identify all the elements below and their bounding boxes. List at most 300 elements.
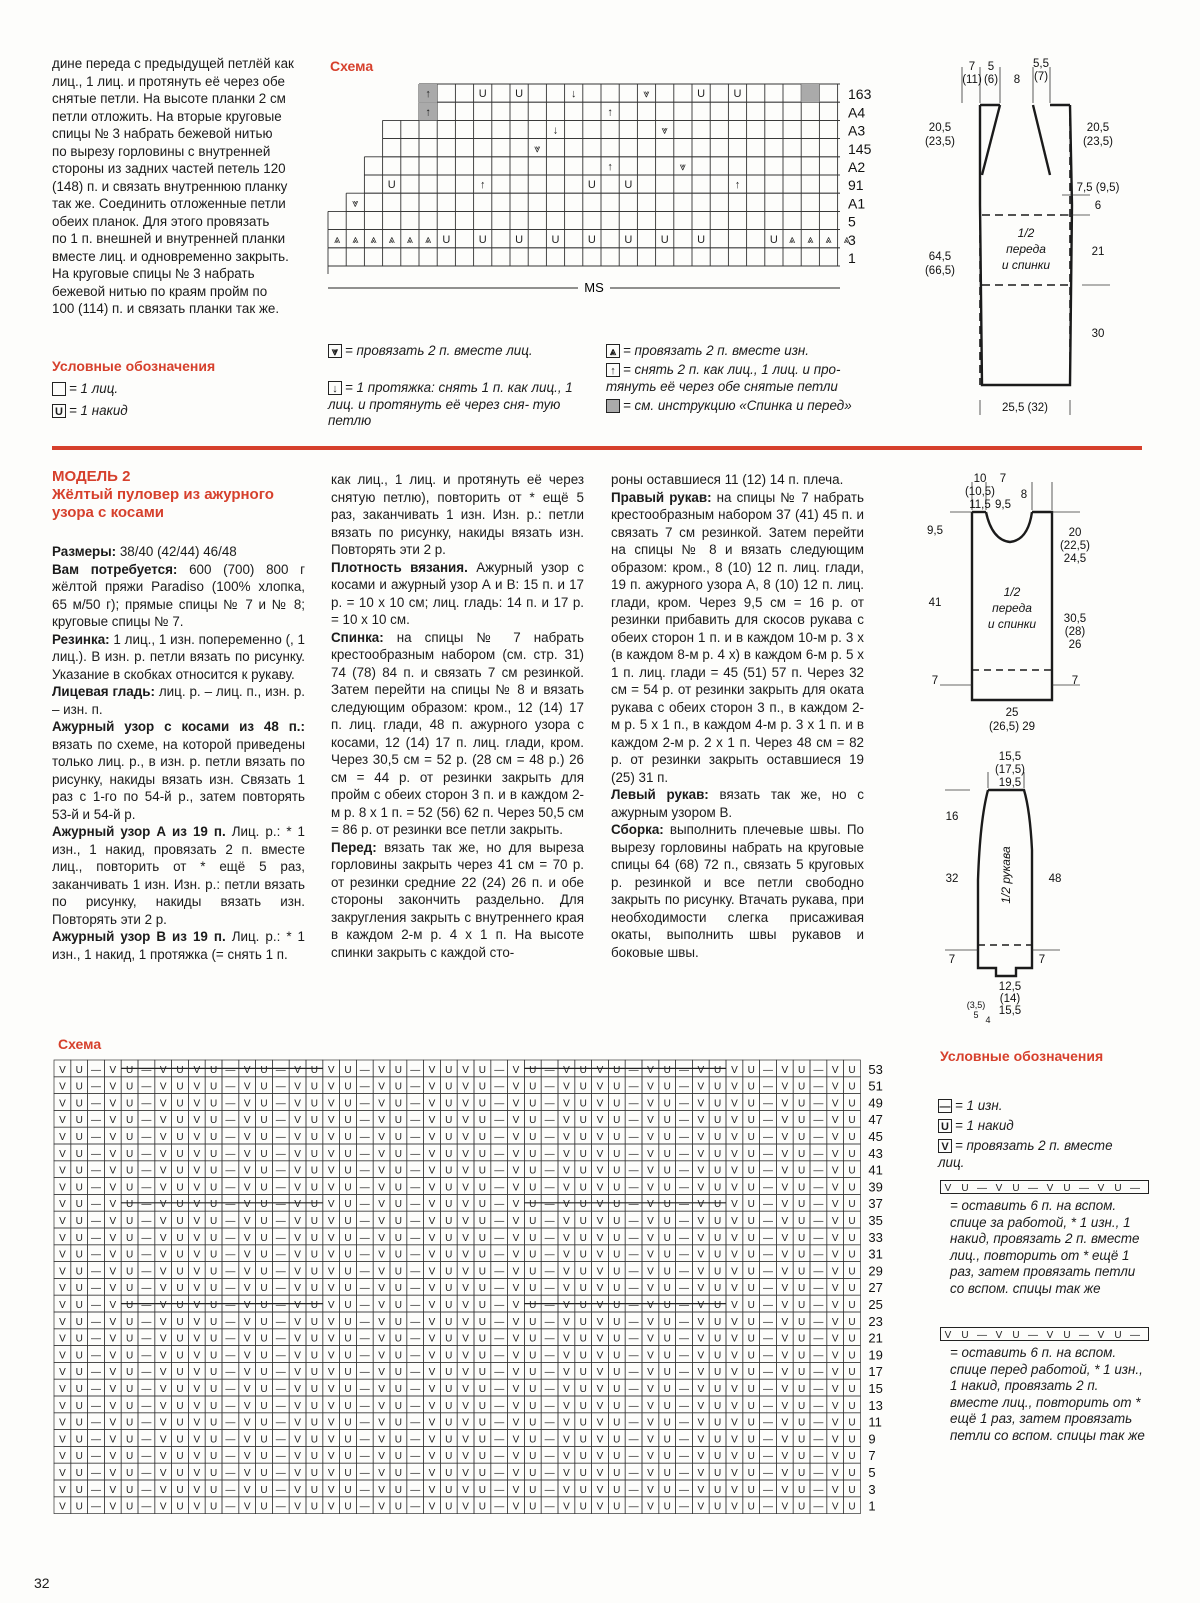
bottom-chart-symbol: V — [563, 1283, 570, 1295]
svg-text:16: 16 — [945, 811, 959, 823]
bottom-chart-symbol: U — [445, 1400, 453, 1412]
bottom-chart-symbol: — — [494, 1283, 505, 1295]
svg-text:26: 26 — [1068, 639, 1082, 651]
bottom-chart-symbol: V — [731, 1216, 738, 1227]
bottom-chart-symbol: V — [159, 1098, 167, 1110]
bottom-chart-symbol: — — [544, 1350, 555, 1362]
bottom-chart-symbol: V — [59, 1451, 66, 1463]
bottom-chart-symbol: V — [563, 1132, 570, 1143]
bottom-chart-symbol: V — [647, 1165, 654, 1177]
svg-text:7: 7 — [968, 61, 976, 73]
bottom-chart-symbol: — — [359, 1165, 370, 1177]
bottom-chart-symbol: U — [797, 1216, 806, 1227]
bottom-chart-symbol: — — [359, 1501, 370, 1513]
bottom-chart-symbol: — — [813, 1468, 824, 1479]
bottom-chart-symbol: U — [663, 1266, 671, 1278]
bottom-chart-symbol: U — [713, 1434, 722, 1446]
bottom-chart-symbol: U — [613, 1367, 621, 1379]
bottom-chart-symbol: V — [647, 1064, 654, 1076]
bottom-chart-symbol: V — [731, 1232, 738, 1244]
bottom-chart-symbol: U — [579, 1316, 587, 1328]
bottom-chart-symbol: — — [494, 1384, 505, 1395]
bottom-chart-row — [54, 1211, 860, 1228]
bottom-chart-symbol: U — [344, 1417, 352, 1429]
bottom-chart-symbol: — — [544, 1266, 555, 1278]
bottom-chart-symbol: — — [494, 1266, 505, 1278]
bottom-chart-symbol: U — [579, 1434, 587, 1446]
bottom-chart-symbol: U — [529, 1182, 537, 1194]
bottom-chart-symbol: V — [59, 1501, 66, 1513]
bottom-chart-symbol: V — [428, 1064, 436, 1076]
bottom-chart-symbol: V — [781, 1417, 789, 1429]
bottom-chart-symbol: U — [848, 1434, 856, 1446]
bottom-chart-symbol: — — [410, 1417, 421, 1429]
bottom-chart-symbol: — — [410, 1098, 421, 1110]
bottom-chart-symbol: U — [125, 1266, 134, 1278]
svg-text:—: — — [1079, 1330, 1089, 1341]
top-chart-symbol: ↓ — [570, 88, 577, 101]
bottom-chart-symbol: U — [310, 1216, 319, 1227]
bottom-chart-symbol: — — [628, 1316, 639, 1328]
bottom-chart-symbol: V — [781, 1064, 789, 1076]
top-chart-symbol: U — [478, 88, 487, 101]
bottom-chart-symbol: V — [462, 1451, 469, 1463]
bottom-chart-symbol: V — [831, 1115, 839, 1127]
bottom-chart-symbol: V — [563, 1098, 570, 1110]
bottom-chart-symbol: U — [613, 1081, 621, 1093]
top-chart-symbol: ⩓ — [333, 233, 341, 246]
bottom-chart-symbol: V — [159, 1148, 167, 1160]
bottom-chart-symbol: V — [563, 1468, 570, 1479]
bottom-chart-symbol: V — [462, 1468, 469, 1479]
bottom-chart-symbol: V — [159, 1451, 167, 1463]
bottom-chart-symbol: — — [225, 1132, 236, 1143]
paragraph-text: вязать по схеме, на которой приведены только лиц. р., в изн. р. петли вязать по рисунку, накиды вязать изн. Связать 1 раз с 1-го по 54-й р., затем повторять 53-й и 54-й р. — [52, 736, 305, 822]
bottom-chart-symbol: U — [579, 1266, 587, 1278]
bottom-chart-row — [54, 1362, 860, 1379]
bottom-chart-symbol: U — [579, 1501, 587, 1513]
bottom-chart-symbol: V — [781, 1081, 789, 1093]
bottom-chart-symbol: U — [529, 1484, 537, 1496]
bottom-chart-symbol: V — [378, 1384, 385, 1395]
svg-text:U: U — [1063, 1330, 1071, 1341]
bottom-chart-symbol: U — [209, 1165, 218, 1177]
bottom-chart-symbol: V — [159, 1316, 167, 1328]
bottom-chart-symbol: U — [75, 1350, 83, 1362]
bottom-chart-symbol: V — [697, 1064, 705, 1076]
bottom-chart-symbol: V — [159, 1216, 167, 1227]
bottom-chart-row — [54, 1329, 860, 1346]
bottom-chart-symbol: U — [713, 1501, 722, 1513]
bottom-chart-row-label: 25 — [868, 1297, 883, 1312]
bottom-chart-symbol: V — [781, 1501, 789, 1513]
bottom-chart-symbol: — — [679, 1216, 689, 1227]
bottom-chart-symbol: V — [563, 1249, 570, 1261]
bottom-chart-symbol: V — [109, 1484, 117, 1496]
bottom-chart-symbol: U — [445, 1367, 453, 1379]
bottom-chart-symbol: — — [275, 1148, 286, 1160]
bottom-chart-symbol: — — [628, 1266, 639, 1278]
bottom-chart-symbol: — — [141, 1451, 152, 1463]
top-chart-row — [364, 175, 840, 193]
bottom-chart-symbol: V — [109, 1434, 117, 1446]
bottom-chart-symbol: U — [613, 1283, 621, 1295]
bottom-chart-symbol: V — [159, 1199, 167, 1211]
bottom-chart-symbol: U — [310, 1484, 319, 1496]
bottom-chart-symbol: U — [848, 1468, 856, 1479]
bottom-chart-symbol: V — [243, 1451, 251, 1463]
bottom-chart-symbol: V — [563, 1434, 570, 1446]
svg-text:5: 5 — [987, 61, 995, 73]
bottom-chart-symbol: V — [428, 1283, 436, 1295]
bottom-chart-symbol: U — [747, 1300, 755, 1311]
bottom-chart-symbol: V — [647, 1400, 654, 1412]
bottom-chart-symbol: V — [697, 1283, 705, 1295]
bottom-chart-symbol: V — [428, 1249, 436, 1261]
bottom-chart-symbol: U — [478, 1148, 487, 1160]
bottom-chart-symbol: — — [275, 1081, 286, 1093]
sleeve-center-label: 1/2 рукава — [999, 846, 1013, 904]
bottom-chart-symbol: V — [462, 1434, 469, 1446]
bottom-chart-symbol: — — [763, 1333, 773, 1345]
bottom-chart-symbol: — — [410, 1316, 421, 1328]
bottom-chart-symbol: U — [663, 1501, 671, 1513]
bottom-chart-symbol: V — [781, 1468, 789, 1479]
bottom-chart-symbol: U — [125, 1484, 134, 1496]
paragraph — [611, 821, 864, 961]
bottom-chart-symbol: U — [125, 1165, 134, 1177]
bottom-chart-row — [54, 1480, 860, 1497]
bottom-chart-symbol: V — [781, 1182, 789, 1194]
bottom-chart-symbol: U — [579, 1064, 587, 1076]
bottom-chart-symbol: U — [478, 1434, 487, 1446]
bottom-chart-symbol: V — [731, 1148, 738, 1160]
bottom-chart-symbol: V — [831, 1468, 839, 1479]
bottom-chart-symbol: — — [410, 1300, 421, 1311]
bottom-chart-symbol: U — [478, 1165, 487, 1177]
bottom-chart-symbol: V — [512, 1182, 520, 1194]
bottom-chart-symbol: — — [813, 1132, 824, 1143]
top-left-text — [52, 55, 302, 318]
bottom-chart-symbol: V — [697, 1484, 705, 1496]
bottom-chart-symbol: — — [359, 1232, 370, 1244]
svg-text:U: U — [1114, 1183, 1122, 1194]
bottom-chart-symbol: — — [410, 1182, 421, 1194]
bottom-chart-symbol: V — [647, 1434, 654, 1446]
bottom-chart-symbol: U — [75, 1400, 83, 1412]
bottom-chart-symbol: V — [781, 1165, 789, 1177]
bottom-chart-symbol: U — [848, 1081, 856, 1093]
bottom-chart-row-label: 15 — [868, 1381, 883, 1396]
bottom-chart-symbol: V — [378, 1484, 385, 1496]
bottom-chart-symbol: V — [59, 1216, 66, 1227]
paragraph-heading: Лицевая гладь: — [52, 684, 155, 699]
bottom-chart-symbol: V — [327, 1484, 335, 1496]
bottom-chart-symbol: — — [494, 1367, 505, 1379]
bottom-chart-symbol: V — [428, 1232, 436, 1244]
bottom-chart-symbol: V — [378, 1182, 385, 1194]
bottom-chart-symbol: — — [225, 1468, 236, 1479]
bottom-chart-row — [54, 1178, 860, 1195]
bottom-chart-symbol: — — [544, 1165, 555, 1177]
top-left-line: бежевой нитью по краям пройм по — [52, 283, 268, 299]
bottom-chart-symbol: V — [831, 1216, 839, 1227]
bottom-chart-symbol: V — [731, 1400, 738, 1412]
bottom-chart-symbol: V — [512, 1400, 520, 1412]
bottom-chart-symbol: V — [193, 1115, 201, 1127]
svg-text:V: V — [995, 1330, 1003, 1341]
bottom-chart-symbol: — — [813, 1115, 824, 1127]
bottom-chart-symbol: V — [193, 1232, 201, 1244]
bottom-chart-symbol: — — [141, 1148, 152, 1160]
bottom-chart-symbol: V — [109, 1468, 117, 1479]
bottom-chart-symbol: — — [359, 1132, 370, 1143]
bottom-chart-symbol: V — [731, 1132, 738, 1143]
bottom-chart-symbol: V — [193, 1132, 201, 1143]
bottom-chart-symbol: U — [176, 1316, 184, 1328]
bottom-chart-symbol: — — [141, 1283, 152, 1295]
bottom-chart-symbol: V — [193, 1098, 201, 1110]
bottom-chart-symbol: U — [344, 1350, 352, 1362]
bottom-chart-symbol: V — [831, 1266, 839, 1278]
bottom-chart-symbol: U — [344, 1384, 352, 1395]
bottom-chart-symbol: V — [512, 1468, 520, 1479]
bottom-chart-symbol: — — [91, 1115, 101, 1127]
bottom-chart-symbol: U — [310, 1081, 319, 1093]
bottom-chart-symbol: V — [462, 1216, 469, 1227]
bottom-chart-symbol: U — [260, 1081, 268, 1093]
bottom-chart-symbol: U — [176, 1165, 184, 1177]
bottom-chart-symbol: U — [75, 1451, 83, 1463]
bottom-chart-symbol: U — [176, 1199, 184, 1211]
bottom-chart-symbol: U — [797, 1182, 806, 1194]
bottom-chart-symbol: — — [494, 1064, 505, 1076]
bottom-chart-symbol: U — [344, 1300, 352, 1311]
bottom-chart-symbol: U — [125, 1132, 134, 1143]
bottom-chart-symbol: U — [310, 1249, 319, 1261]
bottom-chart-symbol: — — [813, 1081, 824, 1093]
bottom-chart-symbol: U — [209, 1132, 218, 1143]
bottom-chart-symbol: V — [378, 1216, 385, 1227]
paragraph-heading: Размеры: — [52, 544, 117, 559]
bottom-chart-symbol: — — [225, 1098, 236, 1110]
bottom-chart-symbol: — — [141, 1501, 152, 1513]
bottom-chart-symbol: U — [797, 1283, 806, 1295]
bottom-chart-symbol: U — [394, 1115, 403, 1127]
bottom-chart-symbol: V — [647, 1232, 654, 1244]
bottom-chart-symbol: V — [512, 1232, 520, 1244]
bottom-chart-symbol: — — [275, 1132, 286, 1143]
bottom-chart-symbol: — — [813, 1417, 824, 1429]
bottom-chart-symbol: U — [848, 1451, 856, 1463]
bottom-chart-symbol: V — [59, 1132, 66, 1143]
bottom-chart-symbol: U — [579, 1199, 587, 1211]
bottom-chart-symbol: — — [494, 1199, 505, 1211]
bottom-chart-symbol: V — [428, 1400, 436, 1412]
bottom-chart-symbol: U — [529, 1115, 537, 1127]
bottom-chart-symbol: U — [209, 1081, 218, 1093]
bottom-chart-symbol: U — [310, 1333, 319, 1345]
bottom-chart-symbol: V — [512, 1098, 520, 1110]
bottom-chart-symbol: V — [781, 1333, 789, 1345]
bottom-chart-symbol: V — [731, 1434, 738, 1446]
bottom-chart-symbol: U — [713, 1148, 722, 1160]
bottom-chart-row — [54, 1430, 860, 1447]
bottom-chart-symbol: V — [462, 1300, 469, 1311]
bottom-chart-symbol: U — [344, 1081, 352, 1093]
bottom-chart-symbol: V — [243, 1081, 251, 1093]
bottom-chart-symbol: U — [310, 1400, 319, 1412]
bottom-chart-symbol: V — [647, 1300, 654, 1311]
bottom-chart-symbol: U — [747, 1165, 755, 1177]
top-chart-legend-p2tog: ⩓ = провязать 2 п. вместе изн. — [606, 343, 868, 360]
bottom-chart-symbol: V — [831, 1132, 839, 1143]
bottom-chart-symbol: U — [713, 1182, 722, 1194]
svg-text:25: 25 — [1005, 707, 1019, 719]
bottom-chart-symbol: U — [579, 1098, 587, 1110]
bottom-chart-symbol: V — [378, 1501, 385, 1513]
bottom-chart-symbol: V — [159, 1165, 167, 1177]
bottom-chart-symbol: V — [781, 1283, 789, 1295]
bottom-chart-symbol: — — [141, 1400, 152, 1412]
bottom-chart-symbol: — — [275, 1501, 286, 1513]
bottom-chart-symbol: — — [91, 1501, 101, 1513]
svg-text:V: V — [944, 1330, 952, 1341]
bottom-chart-symbol: U — [797, 1350, 806, 1362]
top-chart-symbol: U — [587, 233, 596, 246]
bottom-chart-symbol: — — [763, 1098, 773, 1110]
bottom-chart-symbol: — — [359, 1266, 370, 1278]
bottom-chart-symbol: V — [731, 1316, 738, 1328]
paragraph-heading: Ажурный узор В из 19 п. — [52, 929, 226, 944]
bottom-chart-symbol: U — [310, 1417, 319, 1429]
bottom-chart-symbol: V — [378, 1333, 385, 1345]
bottom-chart-symbol: U — [797, 1468, 806, 1479]
bottom-chart-symbol: U — [529, 1249, 537, 1261]
bottom-chart-symbol: U — [747, 1064, 755, 1076]
top-chart-symbol: U — [624, 233, 633, 246]
bottom-chart-symbol: V — [731, 1384, 738, 1395]
bottom-chart-symbol: U — [613, 1165, 621, 1177]
bottom-chart-symbol: V — [294, 1199, 301, 1211]
bottom-chart-symbol: U — [176, 1501, 184, 1513]
paragraph — [611, 786, 864, 821]
bottom-chart-symbol: V — [243, 1115, 251, 1127]
bottom-chart-symbol: — — [763, 1468, 773, 1479]
bottom-chart-symbol: U — [344, 1199, 352, 1211]
bottom-chart-symbol: U — [445, 1132, 453, 1143]
bottom-chart-symbol: V — [596, 1501, 604, 1513]
bottom-chart-symbol: — — [763, 1451, 773, 1463]
bottom-chart-symbol: U — [579, 1417, 587, 1429]
bottom-chart-symbol: V — [596, 1081, 604, 1093]
bottom-chart-symbol: U — [310, 1165, 319, 1177]
bottom-chart-symbol: — — [359, 1148, 370, 1160]
bottom-chart-symbol: — — [225, 1216, 236, 1227]
bottom-chart-symbol: V — [294, 1081, 301, 1093]
bottom-chart-symbol: U — [445, 1333, 453, 1345]
bottom-chart-symbol: U — [260, 1417, 268, 1429]
bottom-chart-symbol: V — [428, 1350, 436, 1362]
svg-text:U: U — [1063, 1183, 1071, 1194]
bottom-chart-symbol: U — [613, 1468, 621, 1479]
bottom-chart-symbol: — — [544, 1300, 555, 1311]
bottom-chart-symbol: — — [141, 1367, 152, 1379]
bottom-chart-symbol: — — [225, 1384, 236, 1395]
svg-text:8: 8 — [1020, 489, 1028, 501]
bottom-chart-symbol: U — [310, 1300, 319, 1311]
bottom-chart-symbol: V — [563, 1064, 570, 1076]
bottom-chart-symbol: V — [596, 1216, 604, 1227]
top-chart-ms-label: MS — [584, 280, 604, 295]
paragraph — [611, 489, 864, 787]
svg-text:U: U — [1114, 1330, 1122, 1341]
paragraph — [52, 683, 305, 718]
bottom-chart-symbol: V — [563, 1333, 570, 1345]
bottom-chart-symbol: V — [831, 1417, 839, 1429]
bottom-chart-symbol: — — [628, 1199, 639, 1211]
bottom-chart-symbol: U — [663, 1098, 671, 1110]
bottom-chart-symbol: U — [797, 1165, 806, 1177]
bottom-chart-symbol: V — [294, 1165, 301, 1177]
top-chart-row-label: 5 — [848, 213, 856, 230]
bottom-chart-symbol: U — [529, 1468, 537, 1479]
bottom-chart-symbol: U — [613, 1132, 621, 1143]
bottom-chart-symbol: — — [679, 1501, 689, 1513]
top-chart-symbol: U — [733, 88, 742, 101]
bottom-chart-symbol: U — [260, 1468, 268, 1479]
bottom-chart-symbol: V — [512, 1434, 520, 1446]
bottom-chart-symbol: V — [462, 1199, 469, 1211]
bottom-chart-symbol: U — [613, 1400, 621, 1412]
bottom-chart-symbol: — — [359, 1115, 370, 1127]
bottom-chart-symbol: — — [225, 1266, 236, 1278]
bottom-chart-symbol: V — [647, 1367, 654, 1379]
bottom-chart-symbol: U — [848, 1484, 856, 1496]
bottom-chart-symbol: U — [797, 1081, 806, 1093]
bottom-chart-symbol: U — [445, 1501, 453, 1513]
top-legend-item-knit: = 1 лиц. — [52, 381, 118, 398]
svg-text:и спинки: и спинки — [1001, 258, 1051, 272]
bottom-chart-symbol: V — [378, 1081, 385, 1093]
bottom-chart-symbol: V — [647, 1350, 654, 1362]
bottom-chart-symbol: V — [243, 1501, 251, 1513]
bottom-chart-symbol: — — [679, 1384, 689, 1395]
bottom-chart-symbol: U — [176, 1064, 184, 1076]
top-chart-symbol: U — [697, 88, 706, 101]
bottom-chart-symbol: U — [176, 1350, 184, 1362]
top-chart-symbol: ⩓ — [388, 233, 395, 246]
bottom-chart-symbol: U — [797, 1484, 806, 1496]
top-chart-symbol: U — [624, 179, 633, 192]
bottom-chart-symbol: — — [141, 1132, 152, 1143]
bottom-chart-symbol: V — [327, 1081, 335, 1093]
bottom-chart-symbol: — — [544, 1501, 555, 1513]
bottom-chart-symbol: U — [478, 1384, 487, 1395]
bottom-chart-symbol: U — [445, 1216, 453, 1227]
bottom-chart-symbol: V — [159, 1115, 167, 1127]
svg-text:(23,5): (23,5) — [1082, 136, 1114, 148]
svg-text:—: — — [977, 1183, 987, 1194]
bottom-chart-symbol: U — [713, 1484, 722, 1496]
bottom-chart-symbol: V — [647, 1384, 654, 1395]
bottom-chart-symbol: V — [327, 1367, 335, 1379]
bottom-chart-symbol: — — [275, 1484, 286, 1496]
bottom-chart-symbol: U — [445, 1451, 453, 1463]
bottom-chart-symbol: V — [193, 1333, 201, 1345]
bottom-chart-symbol: — — [91, 1148, 101, 1160]
bottom-chart-symbol: V — [512, 1333, 520, 1345]
